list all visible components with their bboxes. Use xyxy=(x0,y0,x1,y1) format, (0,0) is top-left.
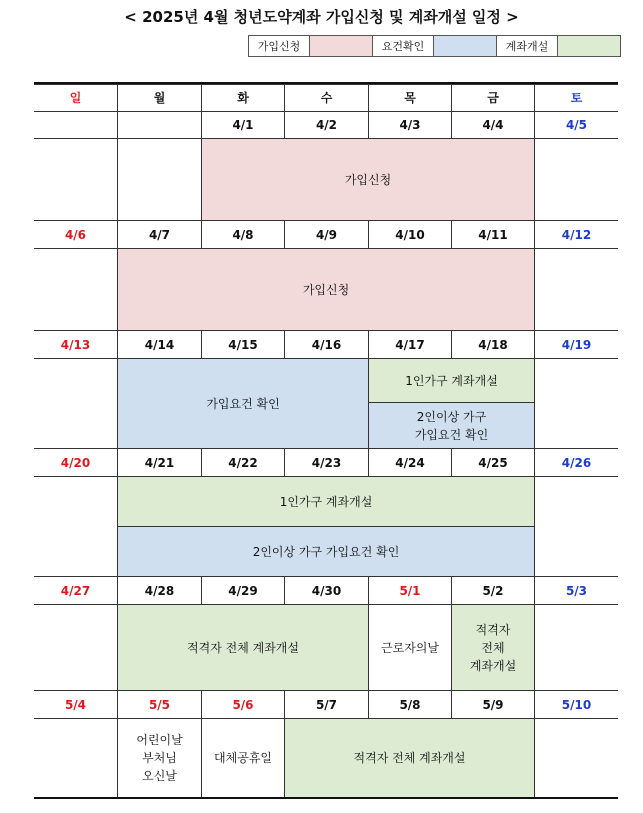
date-cell: 4/28 xyxy=(117,576,201,604)
date-cell: 4/21 xyxy=(117,448,201,476)
date-cell: 5/9 xyxy=(451,690,534,718)
weekday-header: 일 xyxy=(34,84,117,111)
date-cell: 4/3 xyxy=(368,111,451,138)
date-cell: 5/5 xyxy=(117,690,201,718)
empty-cell xyxy=(34,138,117,220)
event-multi-household-check: 2인이상 가구 가입요건 확인 xyxy=(117,526,534,576)
event-all-eligible-open: 적격자 전체 계좌개설 xyxy=(451,604,534,690)
date-cell: 4/12 xyxy=(534,220,618,248)
date-cell: 4/14 xyxy=(117,330,201,358)
event-all-eligible-open: 적격자 전체 계좌개설 xyxy=(117,604,368,690)
legend xyxy=(248,35,621,57)
date-cell: 4/16 xyxy=(284,330,368,358)
event-multi-household-check: 2인이상 가구 가입요건 확인 xyxy=(368,402,534,448)
empty-cell xyxy=(534,604,618,690)
date-cell: 5/10 xyxy=(534,690,618,718)
event-holiday: 어린이날 부처님 오신날 xyxy=(117,718,201,797)
empty-cell xyxy=(34,358,117,448)
date-cell: 4/7 xyxy=(117,220,201,248)
date-cell: 4/8 xyxy=(201,220,284,248)
date-cell: 4/13 xyxy=(34,330,117,358)
event-labor-day: 근로자의날 xyxy=(368,604,451,690)
table-bottom-border xyxy=(34,797,618,799)
event-single-household-open: 1인가구 계좌개설 xyxy=(368,358,534,402)
event-apply: 가입신청 xyxy=(117,248,534,330)
legend-swatch-apply xyxy=(310,36,373,56)
weekday-header: 월 xyxy=(117,84,201,111)
date-cell xyxy=(34,111,117,138)
legend-label-check: 요건확인 xyxy=(373,36,434,56)
empty-cell xyxy=(534,138,618,220)
page-title: < 2025년 4월 청년도약계좌 가입신청 및 계좌개설 일정 > xyxy=(124,8,519,26)
date-cell: 4/11 xyxy=(451,220,534,248)
weekday-header: 수 xyxy=(284,84,368,111)
empty-cell xyxy=(34,718,117,797)
empty-cell xyxy=(534,718,618,797)
weekday-header: 금 xyxy=(451,84,534,111)
date-cell: 4/9 xyxy=(284,220,368,248)
date-cell: 4/4 xyxy=(451,111,534,138)
date-cell: 4/6 xyxy=(34,220,117,248)
date-cell: 4/29 xyxy=(201,576,284,604)
date-cell: 5/3 xyxy=(534,576,618,604)
event-substitute-holiday: 대체공휴일 xyxy=(201,718,284,797)
event-all-eligible-open: 적격자 전체 계좌개설 xyxy=(284,718,534,797)
legend-label-apply: 가입신청 xyxy=(249,36,310,56)
date-cell: 4/19 xyxy=(534,330,618,358)
date-cell: 4/23 xyxy=(284,448,368,476)
date-cell: 4/27 xyxy=(34,576,117,604)
date-cell: 5/4 xyxy=(34,690,117,718)
date-cell: 4/15 xyxy=(201,330,284,358)
legend-swatch-open xyxy=(558,36,620,56)
empty-cell xyxy=(534,476,618,576)
date-cell: 5/7 xyxy=(284,690,368,718)
weekday-header: 화 xyxy=(201,84,284,111)
date-cell: 4/22 xyxy=(201,448,284,476)
date-cell: 5/6 xyxy=(201,690,284,718)
empty-cell xyxy=(34,476,117,576)
weekday-header: 토 xyxy=(534,84,618,111)
event-eligibility-check: 가입요건 확인 xyxy=(117,358,368,448)
empty-cell xyxy=(534,358,618,448)
date-cell: 4/18 xyxy=(451,330,534,358)
date-cell: 4/26 xyxy=(534,448,618,476)
date-cell: 4/17 xyxy=(368,330,451,358)
date-cell: 4/25 xyxy=(451,448,534,476)
date-cell: 4/5 xyxy=(534,111,618,138)
date-cell: 4/2 xyxy=(284,111,368,138)
date-cell xyxy=(117,111,201,138)
date-cell: 4/1 xyxy=(201,111,284,138)
date-cell: 4/20 xyxy=(34,448,117,476)
empty-cell xyxy=(117,138,201,220)
event-apply: 가입신청 xyxy=(201,138,534,220)
date-cell: 5/8 xyxy=(368,690,451,718)
date-cell: 4/24 xyxy=(368,448,451,476)
event-single-household-open: 1인가구 계좌개설 xyxy=(117,476,534,526)
empty-cell xyxy=(34,604,117,690)
date-cell: 5/1 xyxy=(368,576,451,604)
legend-swatch-check xyxy=(434,36,497,56)
empty-cell xyxy=(34,248,117,330)
date-cell: 4/30 xyxy=(284,576,368,604)
empty-cell xyxy=(534,248,618,330)
legend-label-open: 계좌개설 xyxy=(497,36,558,56)
date-cell: 5/2 xyxy=(451,576,534,604)
weekday-header: 목 xyxy=(368,84,451,111)
date-cell: 4/10 xyxy=(368,220,451,248)
